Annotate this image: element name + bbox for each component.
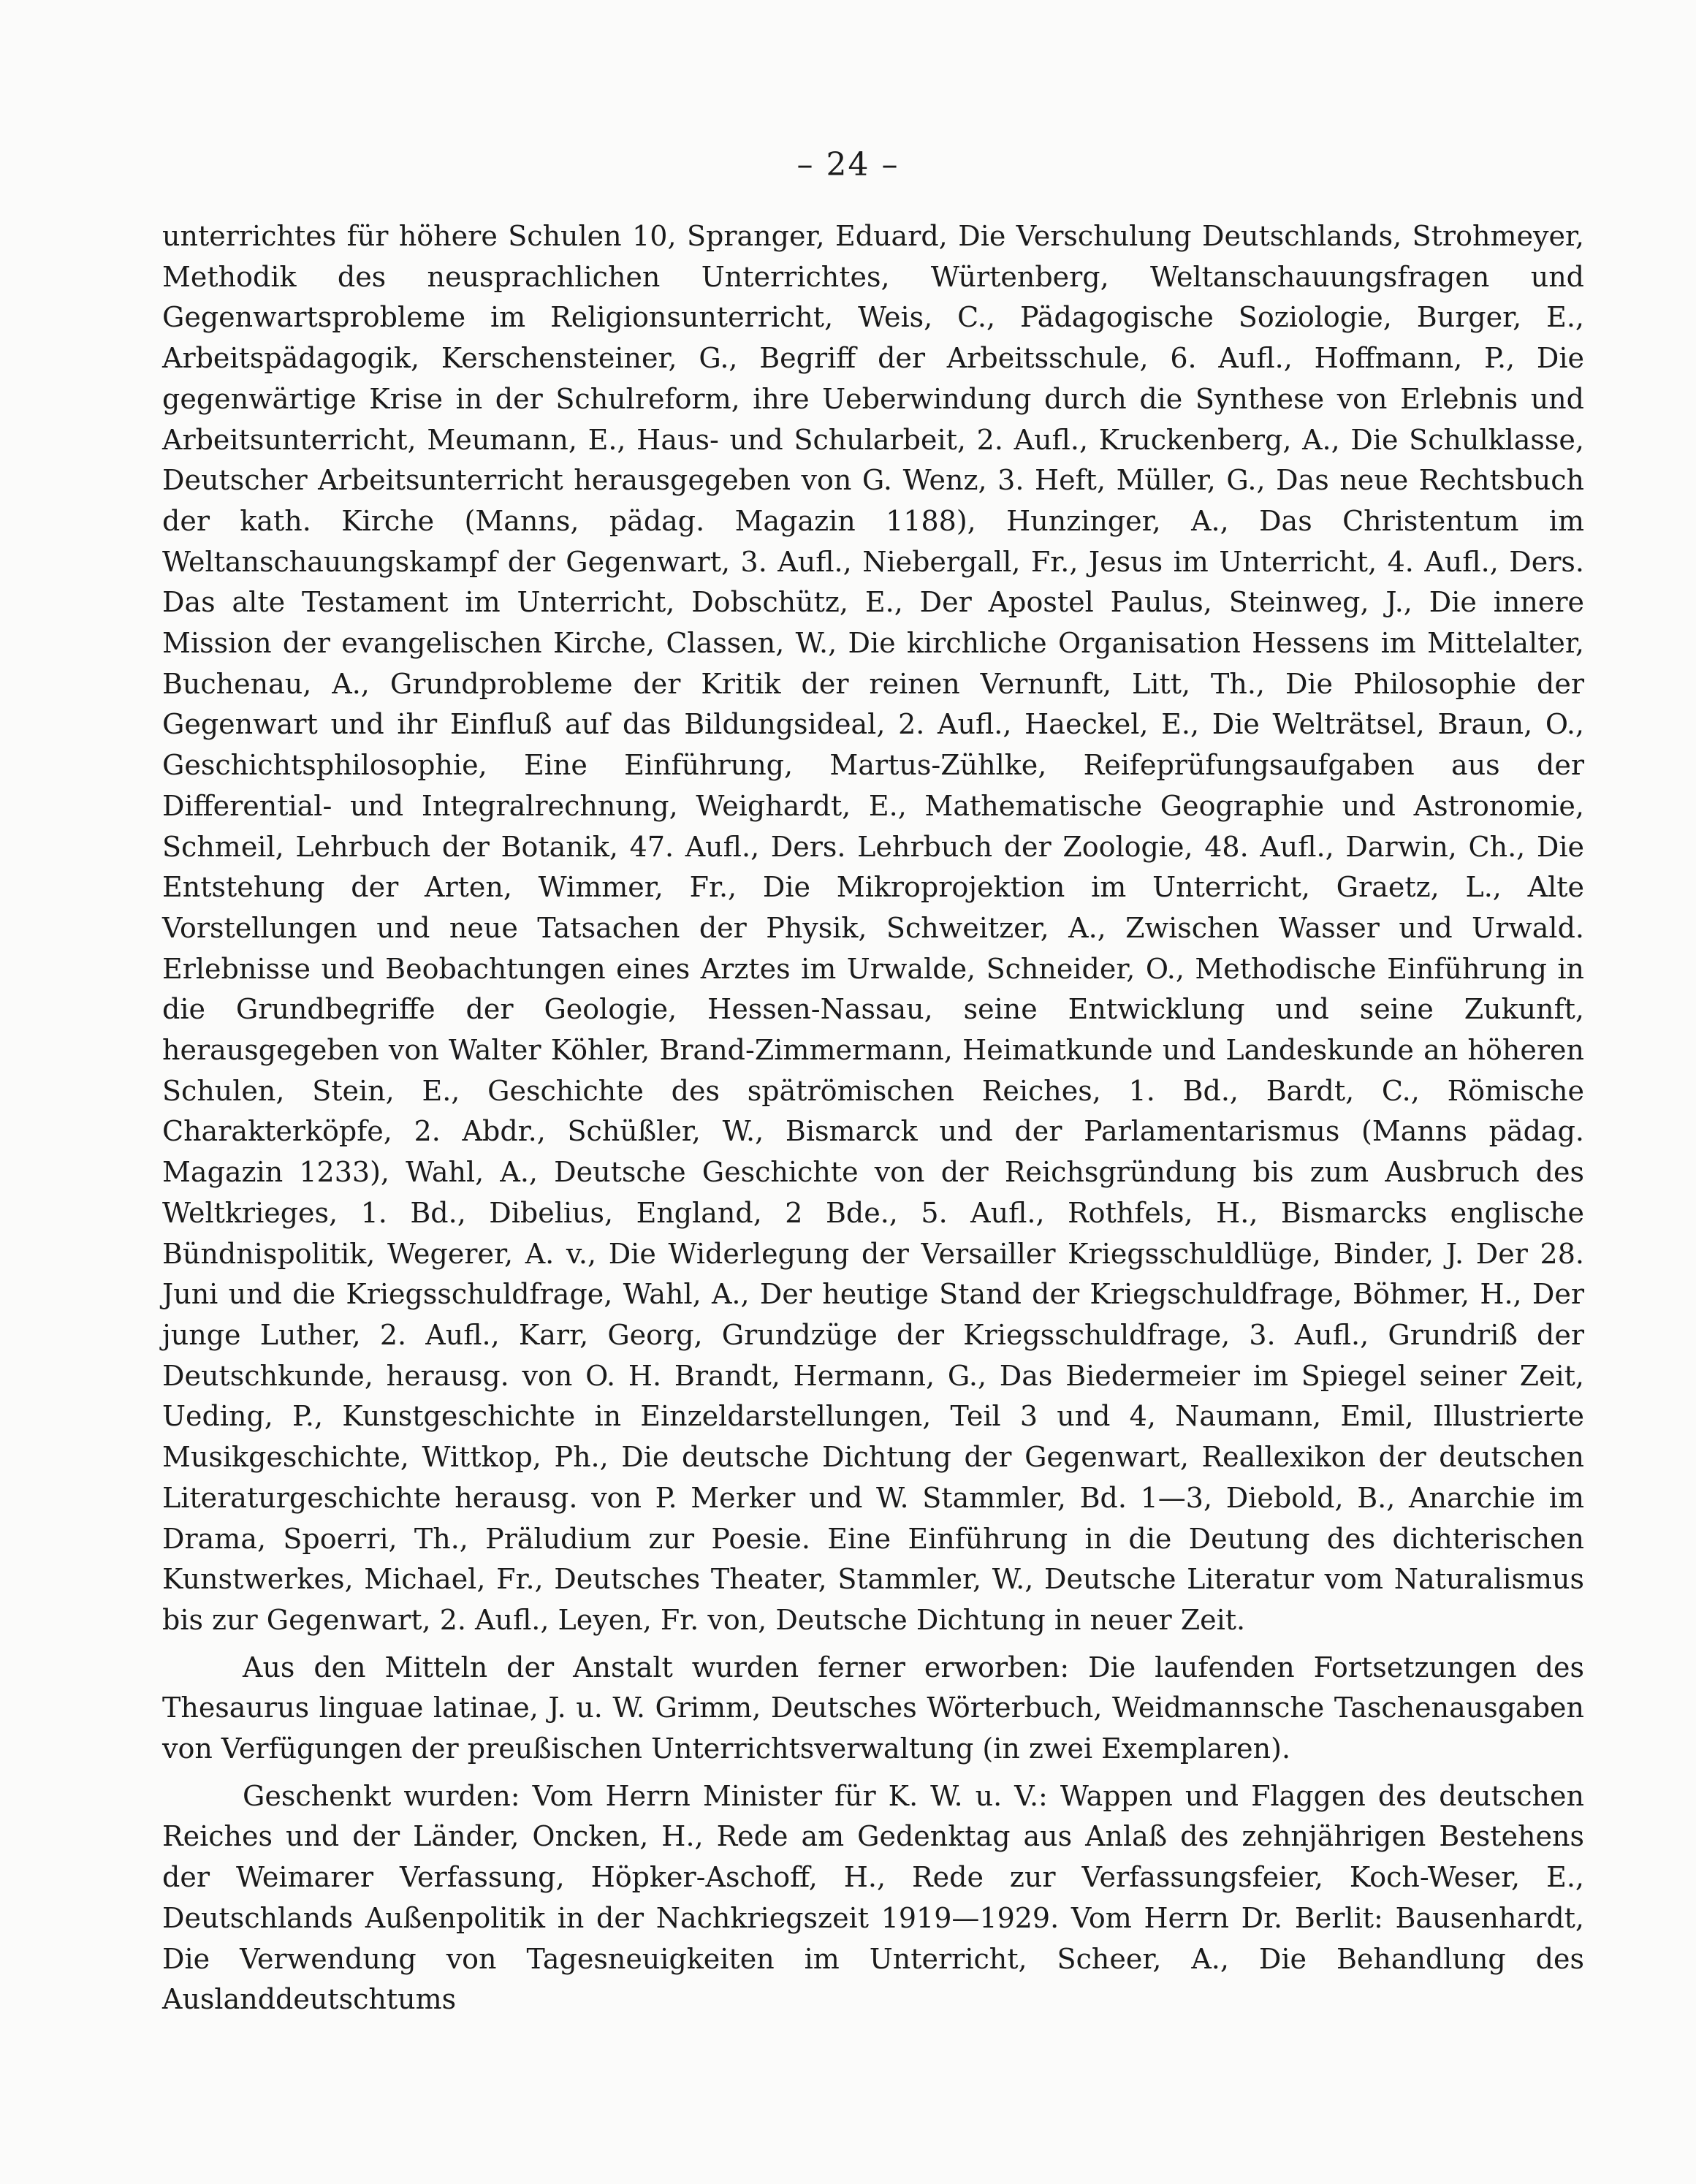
paragraph-acquisitions: Aus den Mitteln der Anstalt wurden ferner erworben: Die laufenden Fortsetzungen des Thesaurus linguae latinae, J. u. W. Grimm, Deutsches Wörterbuch, Weidmannsche Taschenausgaben von Verfügungen der preußischen Unterrichtsverwaltung (in zwei Exemplaren). [162, 1651, 1584, 1765]
page-number: – 24 – [796, 146, 900, 183]
paragraph-book-list: unterrichtes für höhere Schulen 10, Spranger, Eduard, Die Verschulung Deutschlands, Strohmeyer, Methodik des neusprachlichen Unterrichtes, Würtenberg, Weltanschauungsfragen und Gegenwartsprobleme im Religionsunterricht, Weis, C., Pädagogische Soziologie, Burger, E., Arbeitspädagogik, Kerschensteiner, G., Begriff der Arbeitsschule, 6. Aufl., Hoffmann, P., Die gegenwärtige Krise in der Schulreform, ihre Ueberwindung durch die Synthese von Erlebnis und Arbeitsunterricht, Meumann, E., Haus- und Schularbeit, 2. Aufl., Kruckenberg, A., Die Schulklasse, Deutscher Arbeitsunterricht herausgegeben von G. Wenz, 3. Heft, Müller, G., Das neue Rechtsbuch der kath. Kirche (Manns, pädag. Magazin 1188), Hunzinger, A., Das Christentum im Weltanschauungskampf der Gegenwart, 3. Aufl., Niebergall, Fr., Jesus im Unterricht, 4. Aufl., Ders. Das alte Testament im Unterricht, Dobschütz, E., Der Apostel Paulus, Steinweg, J., Die innere Mission der evangelischen Kirche, Classen, W., Die kirchliche Organisation Hessens im Mittelalter, Buchenau, A., Grundprobleme der Kritik der reinen Vernunft, Litt, Th., Die Philosophie der Gegenwart und ihr Einfluß auf das Bildungsideal, 2. Aufl., Haeckel, E., Die Welträtsel, Braun, O., Geschichtsphilosophie, Eine Einführung, Martus-Zühlke, Reifeprüfungsaufgaben aus der Differential- und Integralrechnung, Weighardt, E., Mathematische Geographie und Astronomie, Schmeil, Lehrbuch der Botanik, 47. Aufl., Ders. Lehrbuch der Zoologie, 48. Aufl., Darwin, Ch., Die Entstehung der Arten, Wimmer, Fr., Die Mikroprojektion im Unterricht, Graetz, L., Alte Vorstellungen und neue Tatsachen der Physik, Schweitzer, A., Zwischen Wasser und Urwald. Erlebnisse und Beobachtungen eines Arztes im Urwalde, Schneider, O., Methodische Einführung in die Grundbegriffe der Geologie, Hessen-Nassau, seine Entwicklung und seine Zukunft, herausgegeben von Walter Köhler, Brand-Zimmermann, Heimatkunde und Landeskunde an höheren Schulen, Stein, E., Geschichte des spätrömischen Reiches, 1. Bd., Bardt, C., Römische Charakterköpfe, 2. Abdr., Schüßler, W., Bismarck und der Parlamentarismus (Manns pädag. Magazin 1233), Wahl, A., Deutsche Geschichte von der Reichsgründung bis zum Ausbruch des Weltkrieges, 1. Bd., Dibelius, England, 2 Bde., 5. Aufl., Rothfels, H., Bismarcks englische Bündnispolitik, Wegerer, A. v., Die Widerlegung der Versailler Kriegsschuldlüge, Binder, J. Der 28. Juni und die Kriegsschuldfrage, Wahl, A., Der heutige Stand der Kriegschuldfrage, Böhmer, H., Der junge Luther, 2. Aufl., Karr, Georg, Grundzüge der Kriegsschuldfrage, 3. Aufl., Grundriß der Deutschkunde, herausg. von O. H. Brandt, Hermann, G., Das Biedermeier im Spiegel seiner Zeit, Ueding, P., Kunstgeschichte in Einzeldarstellungen, Teil 3 und 4, Naumann, Emil, Illustrierte Musikgeschichte, Wittkop, Ph., Die deutsche Dichtung der Gegenwart, Reallexikon der deutschen Literaturgeschichte herausg. von P. Merker und W. Stammler, Bd. 1—3, Diebold, B., Anarchie im Drama, Spoerri, Th., Präludium zur Poesie. Eine Einführung in die Deutung des dichterischen Kunstwerkes, Michael, Fr., Deutsches Theater, Stammler, W., Deutsche Literatur vom Naturalismus bis zur Gegenwart, 2. Aufl., Leyen, Fr. von, Deutsche Dichtung in neuer Zeit. [162, 220, 1584, 1636]
body-text [162, 216, 1584, 2020]
paragraph-donations: Geschenkt wurden: Vom Herrn Minister für K. W. u. V.: Wappen und Flaggen des deutschen Reiches und der Länder, Oncken, H., Rede am Gedenktag aus Anlaß des zehnjährigen Bestehens der Weimarer Verfassung, Höpker-Aschoff, H., Rede zur Verfassungsfeier, Koch-Weser, E., Deutschlands Außenpolitik in der Nachkriegszeit 1919—1929. Vom Herrn Dr. Berlit: Bausenhardt, Die Verwendung von Tagesneuigkeiten im Unterricht, Scheer, A., Die Behandlung des Auslanddeutschtums [162, 1779, 1584, 2016]
